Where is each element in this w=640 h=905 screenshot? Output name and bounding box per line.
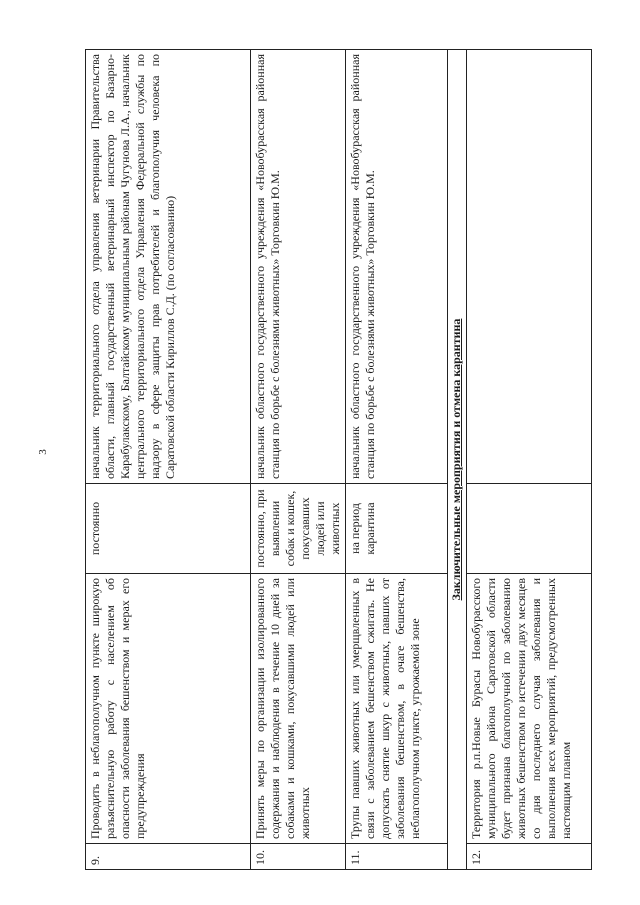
row-number: 9. <box>86 844 251 870</box>
row-number: 12. <box>467 844 592 870</box>
term-text: на период карантина <box>346 484 448 574</box>
responsible-text: начальник областного государственного учреждения «Новобурасская районная станция по борьбе с болезнями животных» Торговкин Ю.М. <box>251 50 346 484</box>
measure-text: Проводить в неблагополучном пункте широкую разъяснительную работу с населением об опасности заболевания бешенством и мерах его предупреждения <box>86 574 251 844</box>
measures-table <box>85 49 592 870</box>
page-number: 3 <box>36 449 49 455</box>
section-header-row <box>448 50 467 870</box>
measure-text: Трупы павших животных или умерщвленных в связи с заболеванием бешенством сжигать. Не допускать снятие шкур с животных, павших от заболевания бешенством, в очаге бешенства, неблагополучном пункте, угрожаемой зоне <box>346 574 448 844</box>
term-text: постоянно, при выявлении собак и кошек, покусавших людей или животных <box>251 484 346 574</box>
measure-text: Принять меры по организации изолированного содержания и наблюдения в течение 10 дней за собаками и кошками, покусавшими людей или животных <box>251 574 346 844</box>
table-row <box>86 50 251 870</box>
term-text <box>467 484 592 574</box>
table-row <box>467 50 592 870</box>
responsible-text <box>467 50 592 484</box>
row-number: 10. <box>251 844 346 870</box>
responsible-text: начальник областного государственного учреждения «Новобурасская районная станция по борьбе с болезнями животных» Торговкин Ю.М. <box>346 50 448 484</box>
term-text: постоянно <box>86 484 251 574</box>
plan-sheet <box>85 50 585 870</box>
row-number: 11. <box>346 844 448 870</box>
table-row <box>346 50 448 870</box>
table-row <box>251 50 346 870</box>
section-title: Заключительные мероприятия и отмена карантина <box>448 50 467 870</box>
measure-text: Территория р.п.Новые Бурасы Новобурасского муниципального района Саратовской области будет признана благополучной по заболеванию животных бешенством по истечении двух месяцев со дня последнего случая заболевания и выполнения всех мероприятий, предусмотренных настоящим планом <box>467 574 592 844</box>
responsible-text: начальник территориального отдела управления ветеринарии Правительства области, главный государственный ветеринарный инспектор по Базарно-Карабулакскому, Балтайскому муниципальным районам Чугунова Л.А., начальник центрального территориального отдела Управления Федеральной службы по надзору в сфере защиты прав потребителей и благополучия человека по Саратовской области Кириллов С.Д. (по согласованию) <box>86 50 251 484</box>
